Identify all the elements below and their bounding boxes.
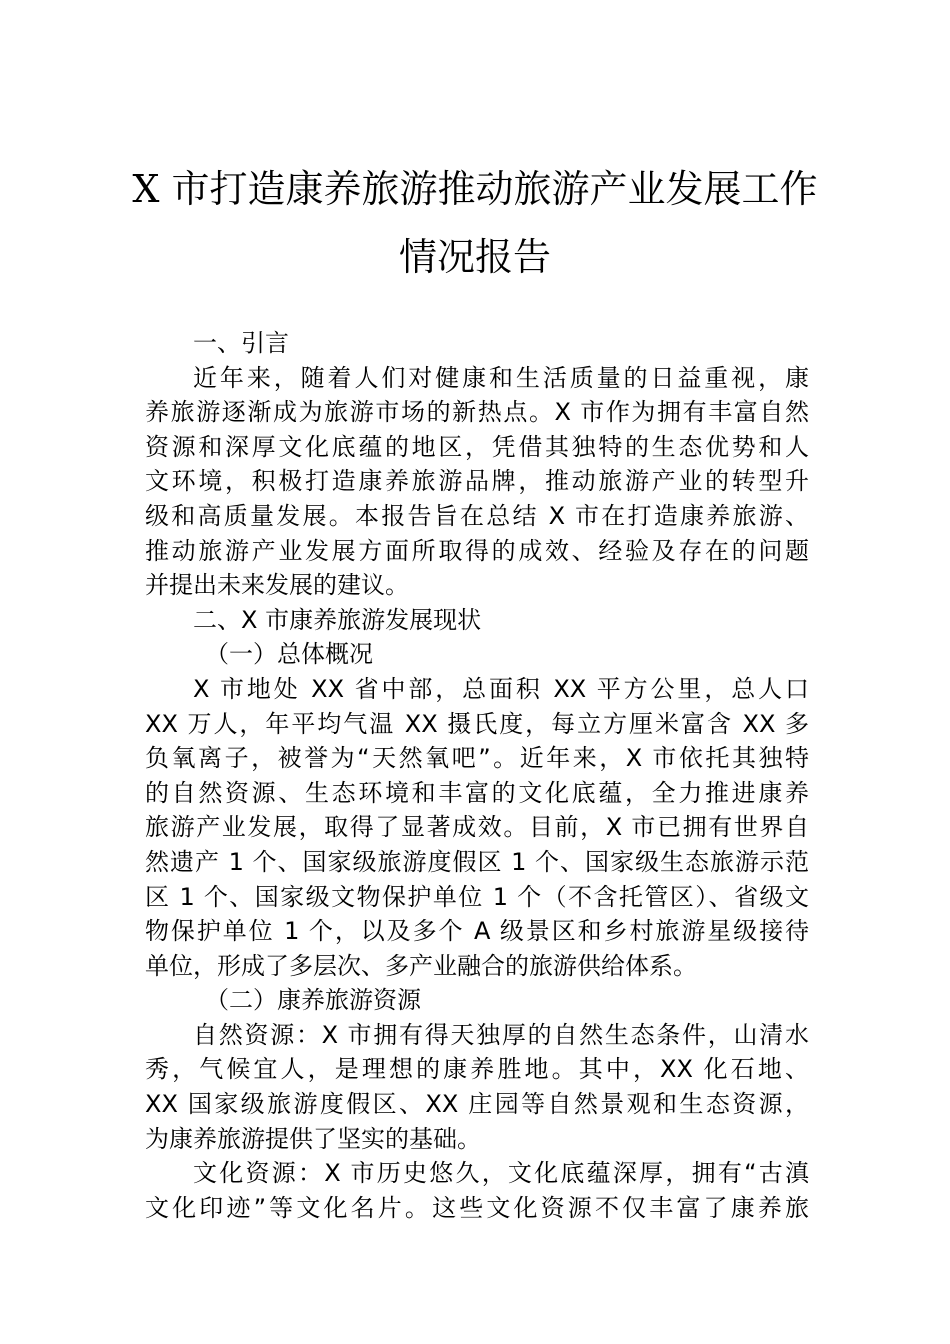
body-line: 近年来，随着人们对健康和生活质量的日益重视，康 bbox=[193, 363, 809, 392]
body-line: 旅游产业发展，取得了显著成效。目前，X 市已拥有世界自 bbox=[145, 813, 809, 842]
body-line: 级和高质量发展。本报告旨在总结 X 市在打造康养旅游、 bbox=[145, 501, 809, 530]
subsection-heading-resources: （二）康养旅游资源 bbox=[205, 986, 421, 1015]
body-line: XX 万人，年平均气温 XX 摄氏度，每立方厘米富含 XX 多 bbox=[145, 709, 809, 738]
body-line: 资源和深厚文化底蕴的地区，凭借其独特的生态优势和人 bbox=[145, 432, 809, 461]
subsection-heading-overview: （一）总体概况 bbox=[205, 640, 373, 669]
body-line: 的自然资源、生态环境和丰富的文化底蕴，全力推进康养 bbox=[145, 778, 809, 807]
body-line: 推动旅游产业发展方面所取得的成效、经验及存在的问题 bbox=[145, 536, 809, 565]
document-body bbox=[145, 326, 809, 1225]
body-line: 区 1 个、国家级文物保护单位 1 个（不含托管区）、省级文 bbox=[145, 882, 809, 911]
document-title-line-1: X 市打造康养旅游推动旅游产业发展工作 bbox=[132, 167, 818, 211]
section-heading-status: 二、X 市康养旅游发展现状 bbox=[193, 605, 482, 634]
body-line: 单位，形成了多层次、多产业融合的旅游供给体系。 bbox=[145, 951, 697, 980]
document-title-line-2: 情况报告 bbox=[398, 235, 551, 279]
body-line: 养旅游逐渐成为旅游市场的新热点。X 市作为拥有丰富自然 bbox=[145, 398, 809, 427]
body-line: 负氧离子，被誉为“天然氧吧”。近年来，X 市依托其独特 bbox=[145, 744, 809, 773]
body-line: X 市地处 XX 省中部，总面积 XX 平方公里，总人口 bbox=[193, 674, 809, 703]
body-line: 文化资源：X 市历史悠久，文化底蕴深厚，拥有“古滇 bbox=[193, 1159, 809, 1188]
body-line: 自然资源：X 市拥有得天独厚的自然生态条件，山清水 bbox=[193, 1020, 809, 1049]
body-line: 秀，气候宜人，是理想的康养胜地。其中，XX 化石地、 bbox=[145, 1055, 809, 1084]
body-line: 为康养旅游提供了坚实的基础。 bbox=[145, 1124, 481, 1153]
body-line: 文环境，积极打造康养旅游品牌，推动旅游产业的转型升 bbox=[145, 467, 809, 496]
section-heading-introduction: 一、引言 bbox=[193, 329, 289, 357]
body-line: 物保护单位 1 个，以及多个 A 级景区和乡村旅游星级接待 bbox=[145, 917, 809, 946]
body-line: 并提出未来发展的建议。 bbox=[145, 571, 409, 600]
body-line: 然遗产 1 个、国家级旅游度假区 1 个、国家级生态旅游示范 bbox=[145, 847, 809, 876]
body-line: 文化印迹”等文化名片。这些文化资源不仅丰富了康养旅 bbox=[145, 1193, 809, 1222]
body-line: XX 国家级旅游度假区、XX 庄园等自然景观和生态资源， bbox=[145, 1090, 809, 1119]
